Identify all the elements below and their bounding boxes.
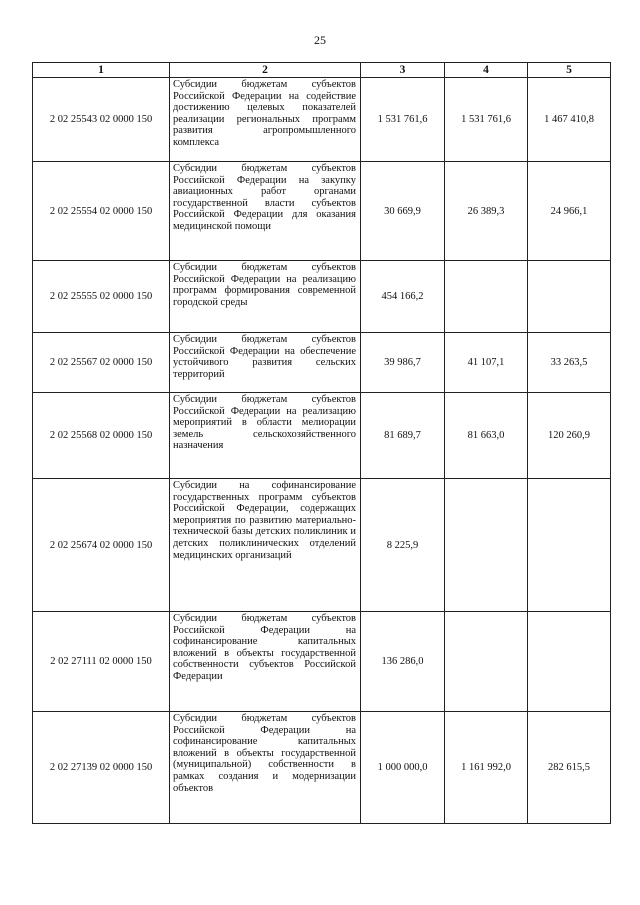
row-value-4 xyxy=(445,612,528,712)
column-header-value-4: 4 xyxy=(445,63,528,78)
row-value-3: 1 000 000,0 xyxy=(361,712,445,824)
table-header-row xyxy=(33,63,611,78)
row-value-4: 26 389,3 xyxy=(445,162,528,261)
table-row xyxy=(33,393,611,479)
row-code: 2 02 25568 02 0000 150 xyxy=(33,393,170,479)
row-code: 2 02 25674 02 0000 150 xyxy=(33,479,170,612)
row-value-5: 1 467 410,8 xyxy=(528,78,611,162)
table-row xyxy=(33,612,611,712)
row-description: Субсидии бюджетам субъектов Российской Федерации на обеспечение устойчивого развития сельских территорий xyxy=(170,333,361,393)
table-row xyxy=(33,78,611,162)
table-row xyxy=(33,333,611,393)
row-value-5: 120 260,9 xyxy=(528,393,611,479)
row-value-4 xyxy=(445,479,528,612)
row-value-5: 24 966,1 xyxy=(528,162,611,261)
row-code: 2 02 25555 02 0000 150 xyxy=(33,261,170,333)
table-row xyxy=(33,479,611,612)
row-value-3: 39 986,7 xyxy=(361,333,445,393)
row-value-3: 454 166,2 xyxy=(361,261,445,333)
row-value-5 xyxy=(528,479,611,612)
row-code: 2 02 25543 02 0000 150 xyxy=(33,78,170,162)
page-number: 25 xyxy=(314,33,326,47)
row-description: Субсидии бюджетам субъектов Российской Федерации на содействие достижению целевых показателей реализации региональных программ развития агропромышленного комплекса xyxy=(170,78,361,162)
row-description: Субсидии бюджетам субъектов Российской Федерации на реализацию мероприятий в области мелиорации земель сельскохозяйственного назначения xyxy=(170,393,361,479)
row-code: 2 02 25554 02 0000 150 xyxy=(33,162,170,261)
row-value-4: 1 531 761,6 xyxy=(445,78,528,162)
row-value-5: 33 263,5 xyxy=(528,333,611,393)
row-value-5 xyxy=(528,261,611,333)
row-value-5 xyxy=(528,612,611,712)
row-description: Субсидии бюджетам субъектов Российской Федерации на софинансирование капитальных вложений в объекты государственной собственности субъектов Российской Федерации xyxy=(170,612,361,712)
row-description: Субсидии бюджетам субъектов Российской Федерации на софинансирование капитальных вложений в объекты государственной (муниципальной) собственности в рамках создания и модернизации объектов xyxy=(170,712,361,824)
row-description: Субсидии бюджетам субъектов Российской Федерации на закупку авиационных работ органами государственной власти субъектов Российской Федерации для оказания медицинской помощи xyxy=(170,162,361,261)
row-value-3: 1 531 761,6 xyxy=(361,78,445,162)
column-header-code: 1 xyxy=(33,63,170,78)
table-row xyxy=(33,162,611,261)
column-header-value-3: 3 xyxy=(361,63,445,78)
row-value-4 xyxy=(445,261,528,333)
row-code: 2 02 27139 02 0000 150 xyxy=(33,712,170,824)
row-value-3: 30 669,9 xyxy=(361,162,445,261)
row-value-4: 81 663,0 xyxy=(445,393,528,479)
row-value-4: 41 107,1 xyxy=(445,333,528,393)
table-row xyxy=(33,712,611,824)
table-row xyxy=(33,261,611,333)
row-value-3: 136 286,0 xyxy=(361,612,445,712)
row-description: Субсидии бюджетам субъектов Российской Федерации на реализацию программ формирования современной городской среды xyxy=(170,261,361,333)
row-value-3: 81 689,7 xyxy=(361,393,445,479)
row-value-5: 282 615,5 xyxy=(528,712,611,824)
budget-revenue-table xyxy=(32,62,611,824)
row-code: 2 02 25567 02 0000 150 xyxy=(33,333,170,393)
column-header-name: 2 xyxy=(170,63,361,78)
row-value-3: 8 225,9 xyxy=(361,479,445,612)
row-description: Субсидии на софинансирование государственных программ субъектов Российской Федерации, содержащих мероприятия по развитию материально-технической базы детских поликлиник и детских поликлинических отделений медицинских организаций xyxy=(170,479,361,612)
row-code: 2 02 27111 02 0000 150 xyxy=(33,612,170,712)
column-header-value-5: 5 xyxy=(528,63,611,78)
row-value-4: 1 161 992,0 xyxy=(445,712,528,824)
